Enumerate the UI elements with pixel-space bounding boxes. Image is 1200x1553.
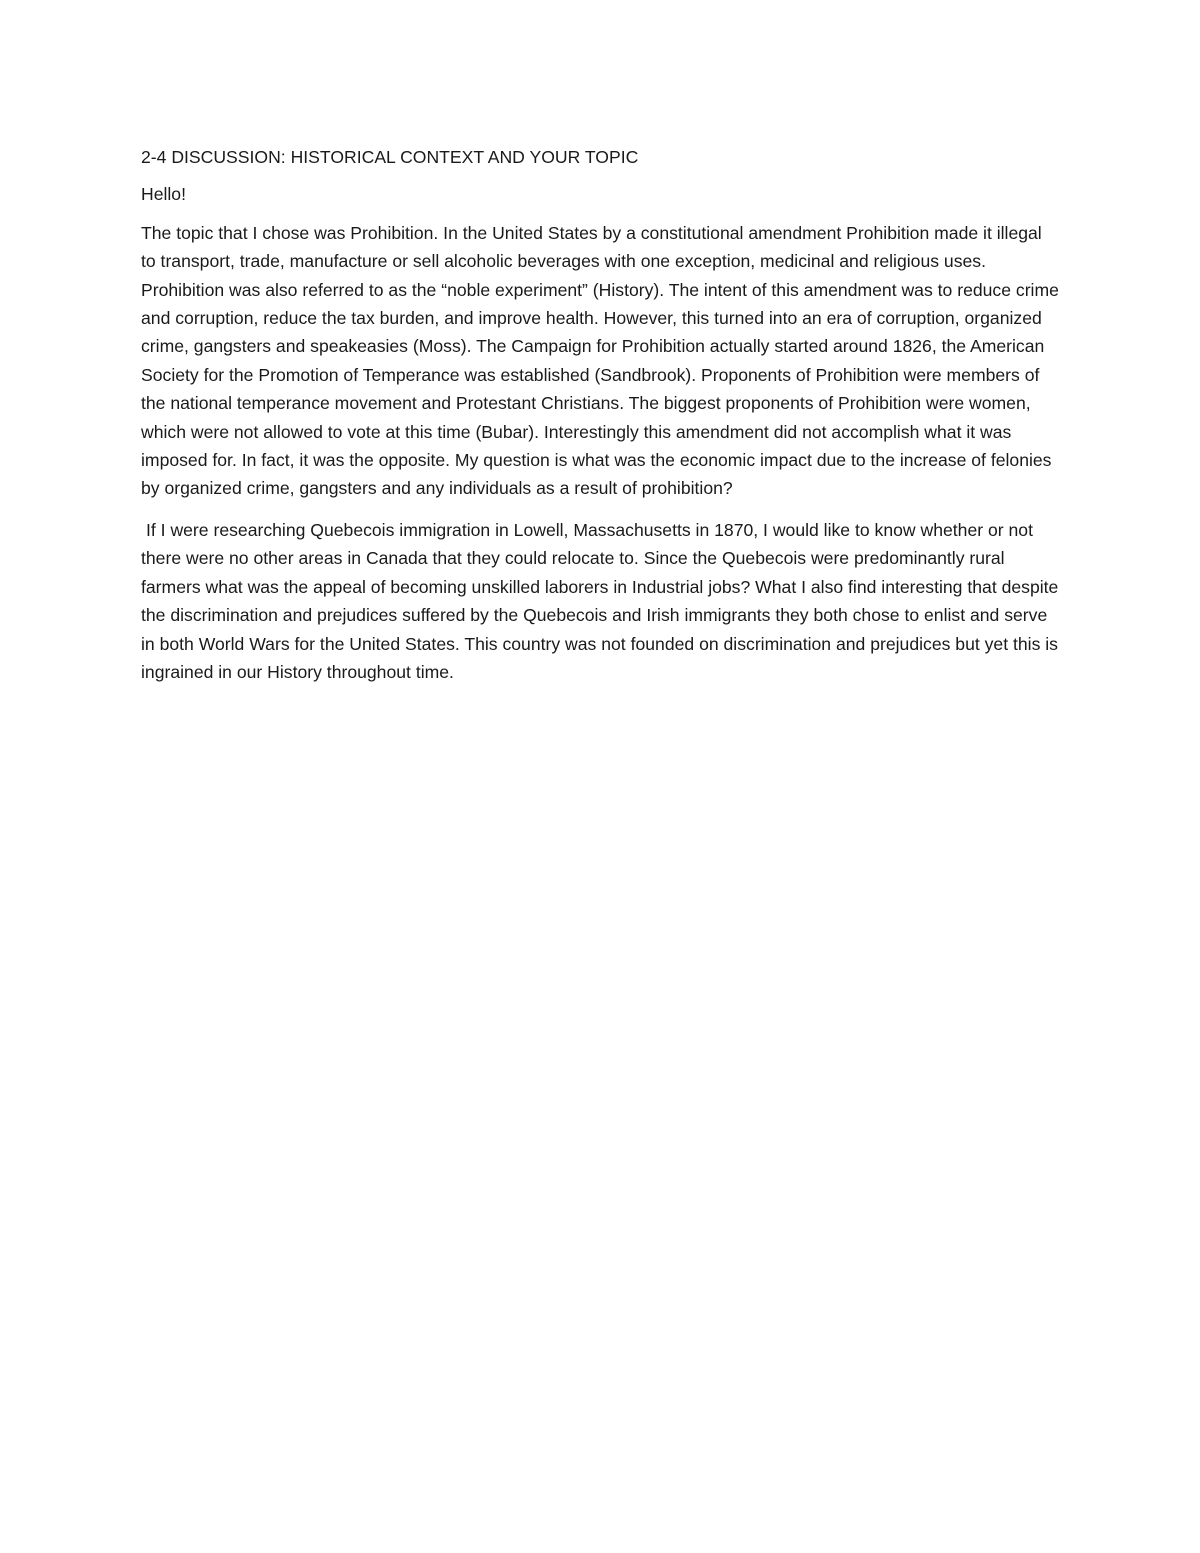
document-body xyxy=(141,143,1061,686)
paragraph-prohibition: The topic that I chose was Prohibition. In the United States by a constitutional amendment Prohibition made it illegal to transport, trade, manufacture or sell alcoholic beverages with one exception, medicinal and religious uses. Prohibition was also referred to as the “noble experiment” (History). The intent of this amendment was to reduce crime and corruption, reduce the tax burden, and improve health. However, this turned into an era of corruption, organized crime, gangsters and speakeasies (Moss). The Campaign for Prohibition actually started around 1826, the American Society for the Promotion of Temperance was established (Sandbrook). Proponents of Prohibition were members of the national temperance movement and Protestant Christians. The biggest proponents of Prohibition were women, which were not allowed to vote at this time (Bubar). Interestingly this amendment did not accomplish what it was imposed for. In fact, it was the opposite. My question is what was the economic impact due to the increase of felonies by organized crime, gangsters and any individuals as a result of prohibition? xyxy=(141,222,1059,499)
document-title: 2-4 DISCUSSION: HISTORICAL CONTEXT AND YOUR TOPIC xyxy=(141,147,639,167)
greeting: Hello! xyxy=(141,184,186,205)
paragraph-quebecois: If I were researching Quebecois immigration in Lowell, Massachusetts in 1870, I would like to know whether or not there were no other areas in Canada that they could relocate to. Since the Quebecois were predominantly rural farmers what was the appeal of becoming unskilled laborers in Industrial jobs? What I also find interesting that despite the discrimination and prejudices suffered by the Quebecois and Irish immigrants they both chose to enlist and serve in both World Wars for the United States. This country was not founded on discrimination and prejudices but yet this is ingrained in our History throughout time. xyxy=(141,519,1059,682)
